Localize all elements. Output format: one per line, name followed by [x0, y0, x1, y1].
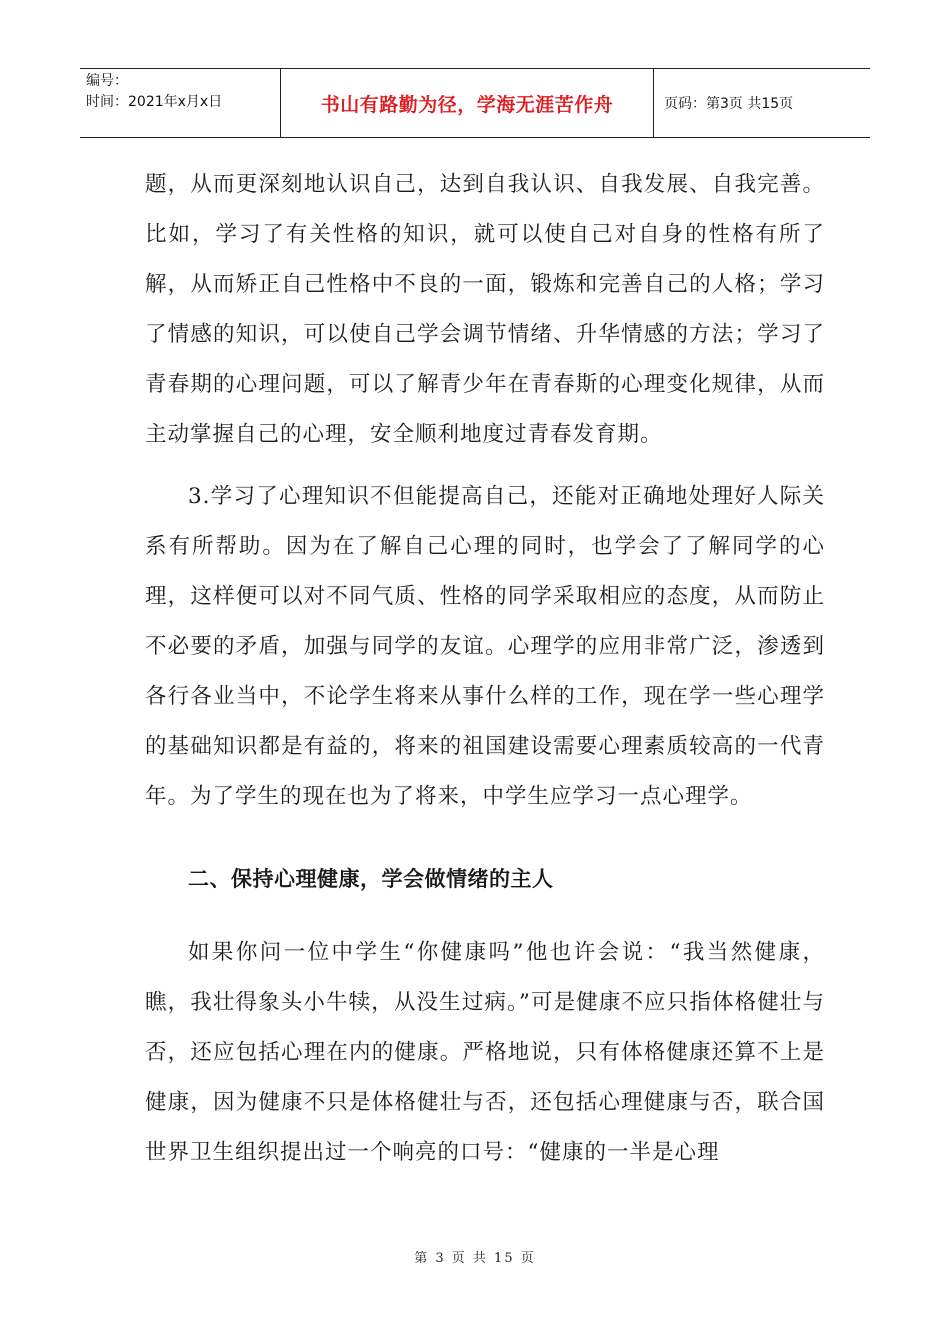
document-number-label: 编号： [86, 73, 128, 89]
section-spacer [145, 904, 825, 928]
paragraph-health: 如果你问一位中学生“你健康吗”他也许会说：“我当然健康，瞧，我壮得象头小牛犊，从没生过病。”可是健康不应只指体格健壮与否，还应包括心理在内的健康。严格地说，只有体格健康还算不上是健康，因为健康不只是体格健壮与否，还包括心理健康与否，联合国世界卫生组织提出过一个响亮的口号：“健康的一半是心理 [145, 940, 825, 1165]
document-date-label: 时间：2021年x月x日 [86, 94, 223, 110]
header-page-info: 页码：第3页 共15页 [664, 96, 794, 112]
page-header [80, 68, 870, 138]
page-footer: 第 3 页 共 15 页 [414, 1251, 536, 1266]
section-heading: 二、保持心理健康，学会做情绪的主人 [188, 867, 554, 891]
paragraph-point-3: 3.学习了心理知识不但能提高自己，还能对正确地处理好人际关系有所帮助。因为在了解自己心理的同时，也学会了了解同学的心理，这样便可以对不同气质、性格的同学采取相应的态度，从而防止不必要的矛盾，加强与同学的友谊。心理学的应用非常广泛，渗透到各行各业当中，不论学生将来从事什么样的工作，现在学一些心理学的基础知识都是有益的，将来的祖国建设需要心理素质较高的一代青年。为了学生的现在也为了将来，中学生应学习一点心理学。 [145, 484, 825, 809]
document-body [145, 160, 825, 1178]
section-spacer [145, 822, 825, 854]
header-motto: 书山有路勤为径，学海无涯苦作舟 [281, 69, 654, 137]
header-meta [80, 69, 281, 137]
paragraph-continuation: 题，从而更深刻地认识自己，达到自我认识、自我发展、自我完善。比如，学习了有关性格的知识，就可以使自己对自身的性格有所了解，从而矫正自己性格中不良的一面，锻炼和完善自己的人格；学习了情感的知识，可以使自己学会调节情绪、升华情感的方法；学习了青春期的心理问题，可以了解青少年在青春斯的心理变化规律，从而主动掌握自己的心理，安全顺利地度过青春发育期。 [145, 172, 825, 447]
